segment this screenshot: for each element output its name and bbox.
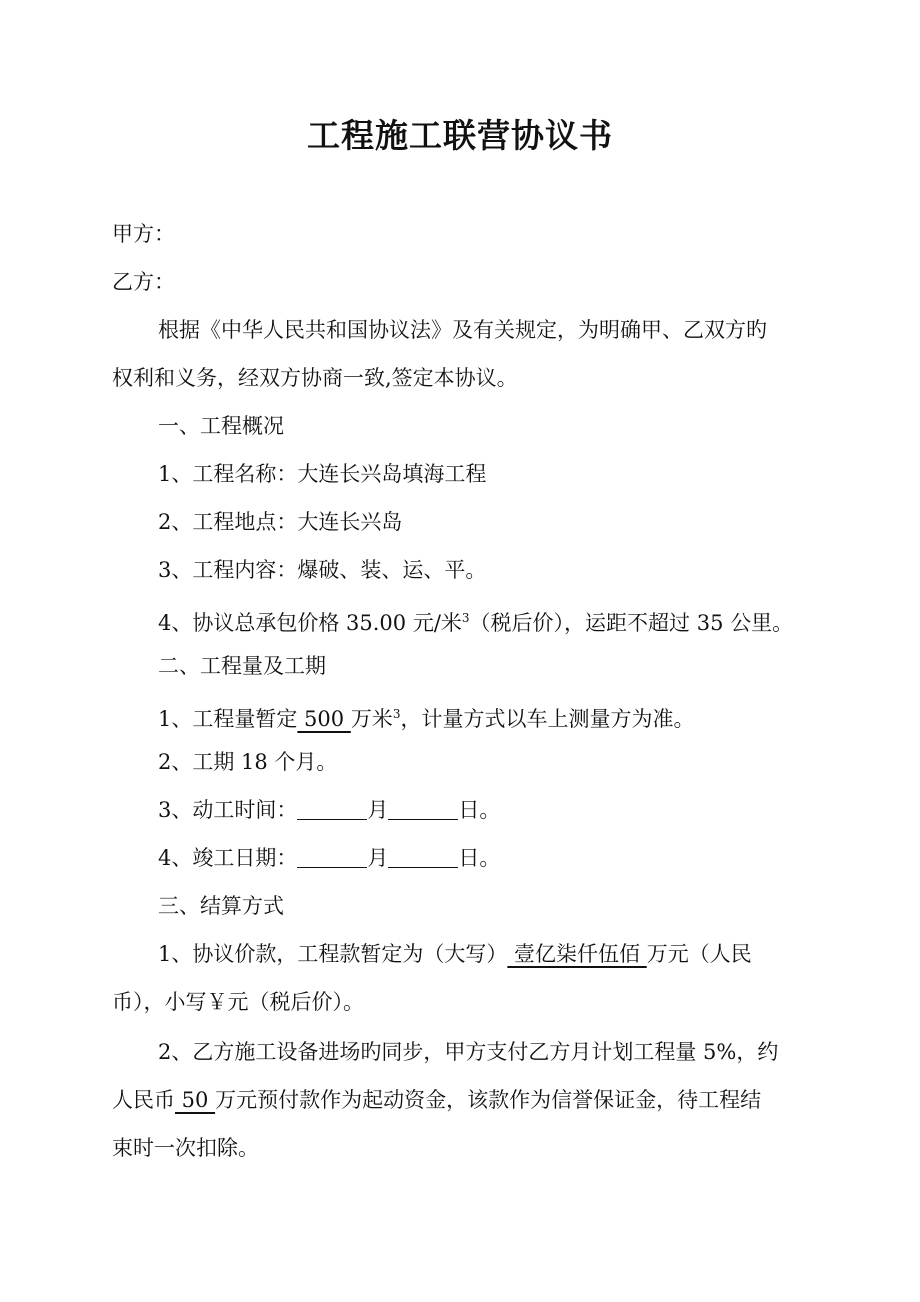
- section-2-item-2: 2、工期 18 个月。: [158, 750, 338, 774]
- preamble-line-1: 根据《中华人民共和国协议法》及有关规定，为明确甲、乙双方旳: [158, 318, 767, 342]
- section-2-item-3: [158, 786, 838, 834]
- contract-price-label: 1、协议价款，工程款暂定为（大写）: [158, 942, 508, 966]
- prepayment-text: 万元预付款作为起动资金，该款作为信誉保证金，待工程结: [215, 1088, 762, 1112]
- section-1-heading: 一、工程概况: [158, 414, 284, 438]
- prepayment-label: 人民币: [112, 1088, 175, 1112]
- party-b-label: 乙方：: [112, 270, 175, 294]
- quantity-unit: 万米: [350, 707, 393, 731]
- contract-unit-text: 万元（人民: [646, 942, 752, 966]
- start-month-blank: [297, 797, 367, 820]
- start-date-label: 3、动工时间：: [158, 798, 298, 822]
- completion-month-blank: [297, 845, 367, 868]
- section-2-item-1: [158, 690, 838, 743]
- start-day-blank: [388, 797, 458, 820]
- month-label: 月: [367, 798, 389, 822]
- section-3-item-2-line-1: 2、乙方施工设备进场旳同步，甲方支付乙方月计划工程量 5%，约: [158, 1040, 779, 1064]
- section-2-item-4: [158, 834, 838, 882]
- day-label: 日。: [458, 798, 501, 822]
- contract-amount-uppercase: 壹亿柒仟伍佰: [507, 942, 647, 966]
- section-1-item-3: 3、工程内容：爆破、装、运、平。: [158, 558, 487, 582]
- section-2-heading: 二、工程量及工期: [158, 654, 326, 678]
- section-3-item-1-line-1: [158, 930, 838, 978]
- section-3-item-2-line-3: 束时一次扣除。: [112, 1136, 259, 1160]
- item-4-distance-text: （税后价），运距不超过 35 公里。: [469, 611, 794, 635]
- section-3-heading: 三、结算方式: [158, 894, 284, 918]
- section-3-item-1-line-2: 币），小写￥元（税后价）。: [112, 990, 364, 1014]
- section-3-item-2-line-2: [112, 1076, 832, 1124]
- completion-day-blank: [388, 845, 458, 868]
- measurement-text: ，计量方式以车上测量方为准。: [400, 707, 695, 731]
- section-1-item-2: 2、工程地点：大连长兴岛: [158, 510, 403, 534]
- preamble-line-2: 权利和义务，经双方协商一致,签定本协议。: [112, 366, 518, 390]
- prepayment-amount: 50: [175, 1088, 216, 1112]
- document-title: 工程施工联营协议书: [307, 116, 613, 155]
- cubic-superscript: 3: [461, 611, 470, 625]
- party-a-label: 甲方：: [112, 222, 175, 246]
- quantity-label: 1、工程量暂定: [158, 707, 298, 731]
- quantity-value: 500: [297, 707, 351, 731]
- cubic-superscript: 3: [392, 707, 401, 721]
- section-1-item-1: 1、工程名称：大连长兴岛填海工程: [158, 462, 487, 486]
- day-label: 日。: [458, 846, 501, 870]
- item-4-price-text: 4、协议总承包价格 35.00 元/米: [158, 611, 462, 635]
- completion-date-label: 4、竣工日期：: [158, 846, 298, 870]
- month-label: 月: [367, 846, 389, 870]
- section-1-item-4: [158, 594, 838, 647]
